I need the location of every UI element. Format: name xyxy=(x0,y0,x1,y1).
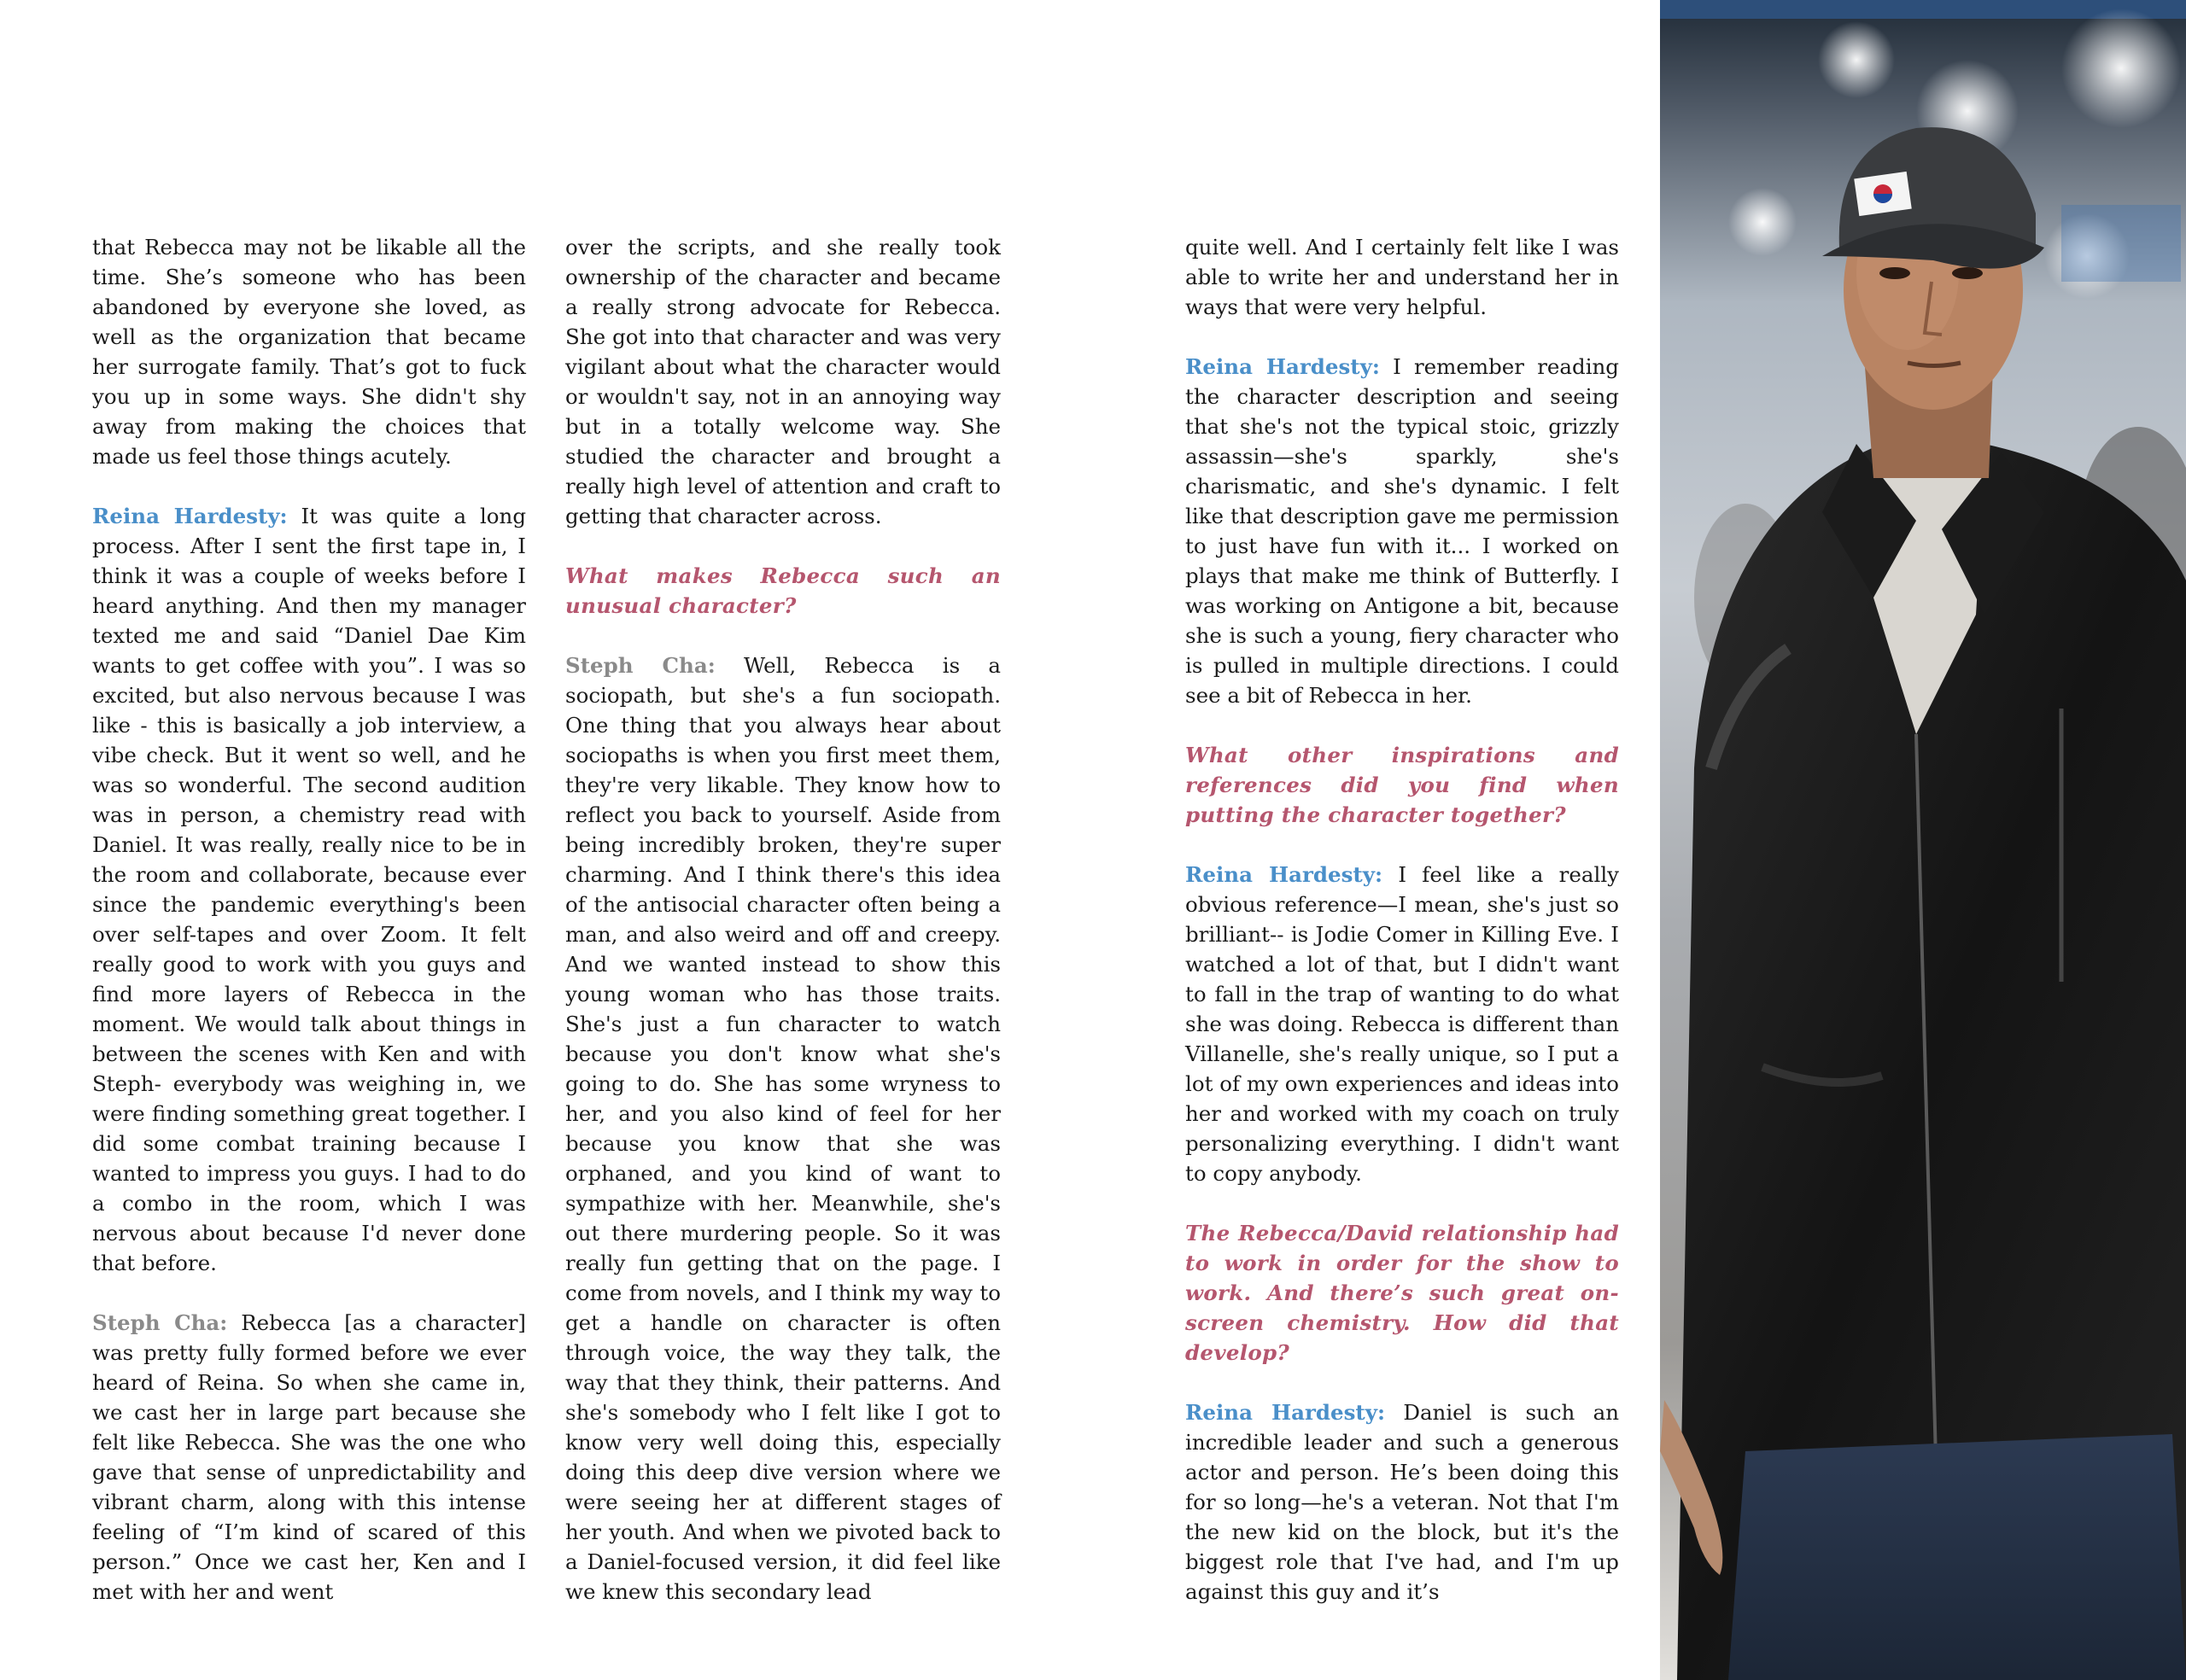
interview-paragraph xyxy=(1185,1397,1619,1607)
interview-question: What makes Rebecca such an unusual character? xyxy=(565,563,1001,618)
paragraph-text: Daniel is such an incredible leader and such a generous actor and person. He’s been doing this for so long—he's a veteran. Not that I'm the new kid on the block, but it's the biggest role that I've had, and I'm up against this guy and it’s xyxy=(1185,1400,1620,1604)
paragraph-text: Rebecca [as a character] was pretty fully formed before we ever heard of Reina. So when she came in, we cast her in large part because she felt like Rebecca. She was the one who gave that sense of unpredictability and vibrant charm, along with this intense feeling of “I’m kind of scared of this person.” Once we cast her, Ken and I met with her and went xyxy=(92,1310,526,1604)
paragraph-text: Well, Rebecca is a sociopath, but she's a fun sociopath. One thing that you always hear about sociopaths is when you first meet them, they're very likable. They know how to reflect you back to yourself. Aside from being incredibly broken, they're super charming. And I think there's this idea of the antisocial character often being a man, and also weird and off and creepy. And we wanted instead to show this young woman who has those traits. She's just a fun character to watch because you don't know what she's going to do. She has some wryness to her, and you also kind of feel for her because you know that she was orphaned, and you kind of want to sympathize with her. Meanwhile, she's out there murdering people. So it was really fun getting that on the page. I come from novels, and I think my way to get a handle on character is often through voice, the way they talk, the way that they think, their patterns. And she's somebody who I felt like I got to know very well doing this, especially doing this deep dive version where we were seeing her at different stages of her youth. And when we pivoted back to a Daniel-focused version, it did feel like we knew this secondary lead xyxy=(565,653,1001,1604)
text-column-3 xyxy=(1185,232,1619,1636)
speaker-label: Reina Hardesty: xyxy=(1185,862,1383,887)
interview-paragraph xyxy=(92,1308,526,1607)
speaker-label: Reina Hardesty: xyxy=(1185,1400,1386,1425)
speaker-label: Steph Cha: xyxy=(92,1310,228,1335)
interview-question: The Rebecca/David relationship had to work in order for the show to work. And there’s such great on-screen chemistry. How did that develop? xyxy=(1185,1221,1619,1365)
speaker-label: Reina Hardesty: xyxy=(1185,354,1380,379)
speaker-label: Reina Hardesty: xyxy=(92,504,288,528)
interview-paragraph xyxy=(565,232,1001,531)
paragraph-text: that Rebecca may not be likable all the time. She’s someone who has been abandoned by everyone she loved, as well as the organization that became her surrogate family. That’s got to fuck you up in some ways. She didn't shy away from making the choices that made us feel those things acutely. xyxy=(92,235,526,469)
speaker-label: Steph Cha: xyxy=(565,653,716,678)
text-column-2 xyxy=(565,232,1001,1636)
interview-paragraph xyxy=(92,501,526,1278)
text-column-1 xyxy=(92,232,526,1636)
interview-paragraph xyxy=(1185,232,1619,322)
paragraph-text: over the scripts, and she really took ownership of the character and became a really strong advocate for Rebecca. She got into that character and was very vigilant about what the character would or wouldn't say, not in an annoying way but in a totally welcome way. She studied the character and brought a really high level of attention and craft to getting that character across. xyxy=(565,235,1001,528)
interview-paragraph xyxy=(1185,860,1619,1188)
paragraph-text: I remember reading the character description and seeing that she's not the typical stoic, grizzly assassin—she's sparkly, she's charismatic, and she's dynamic. I felt like that description gave me permission to just have fun with it... I worked on plays that make me think of Butterfly. I was working on Antigone a bit, because she is such a young, fiery character who is pulled in multiple directions. I could see a bit of Rebecca in her. xyxy=(1185,354,1619,708)
interview-paragraph xyxy=(92,232,526,471)
interview-question: What other inspirations and references did you find when putting the character together? xyxy=(1185,743,1619,827)
interview-paragraph xyxy=(1185,352,1619,710)
paragraph-text: It was quite a long process. After I sent the first tape in, I think it was a couple of weeks before I heard anything. And then my manager texted me and said “Daniel Dae Kim wants to get coffee with you”. I was so excited, but also nervous because I was like - this is basically a job interview, a vibe check. But it went so well, and he was so wonderful. The second audition was in person, a chemistry read with Daniel. It was really, really nice to be in the room and collaborate, because ever since the pandemic everything's been over self-tapes and over Zoom. It felt really good to work with you guys and find more layers of Rebecca in the moment. We would talk about things in between the scenes with Ken and with Steph- everybody was weighing in, we were finding something great together. I did some combat training because I wanted to impress you guys. I had to do a combo in the room, which I was nervous about because I'd never done that before. xyxy=(92,504,526,1275)
portrait-photo xyxy=(1660,0,2186,1680)
paragraph-text: quite well. And I certainly felt like I was able to write her and understand her in ways that were very helpful. xyxy=(1185,235,1619,319)
interview-paragraph xyxy=(565,650,1001,1607)
paragraph-text: I feel like a really obvious reference—I mean, she's just so brilliant-- is Jodie Comer in Killing Eve. I watched a lot of that, but I didn't want to fall in the trap of wanting to do what she was doing. Rebecca is different than Villanelle, she's really unique, so I put a lot of my own experiences and ideas into her and worked with my coach on truly personalizing everything. I didn't want to copy anybody. xyxy=(1185,862,1619,1186)
